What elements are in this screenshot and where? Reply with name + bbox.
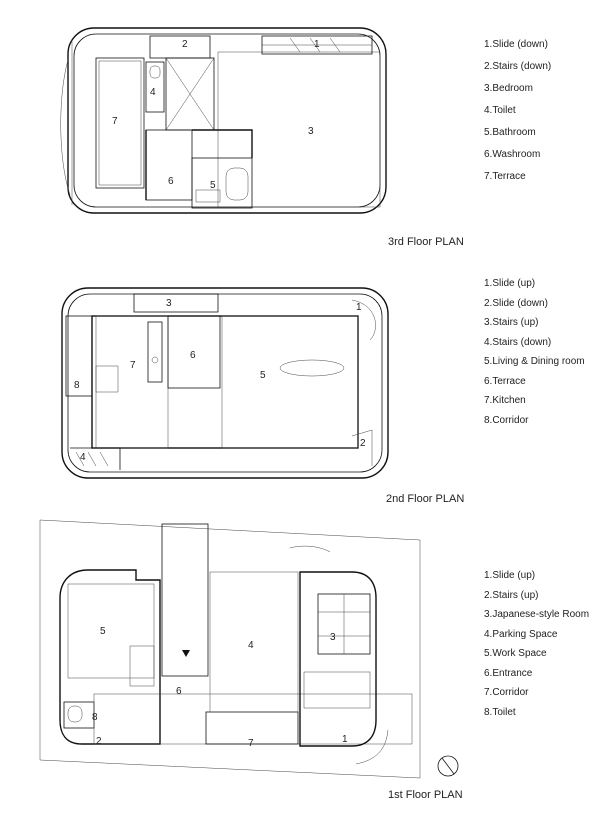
- legend-item: 4.Stairs (down): [484, 336, 552, 348]
- legend-item: 8.Corridor: [484, 414, 529, 426]
- legend-item: 7.Kitchen: [484, 395, 526, 406]
- plan-title-3rd-floor: 3rd Floor PLAN: [388, 236, 464, 248]
- plan2-label-8: 8: [74, 380, 80, 391]
- legend-item: 5.Bathroom: [484, 127, 536, 138]
- legend-item: 4.Parking Space: [484, 628, 558, 640]
- legend-item: 6.Washroom: [484, 149, 541, 160]
- plan2-label-7: 7: [130, 360, 136, 371]
- plan1-label-4: 4: [248, 640, 254, 651]
- legend-2nd-floor: [484, 277, 585, 433]
- legend-item: 1.Slide (down): [484, 39, 548, 50]
- legend-item: 5.Work Space: [484, 648, 547, 659]
- legend-item: 2.Slide (down): [484, 297, 548, 309]
- legend-1st-floor: [484, 569, 589, 725]
- plan1-label-8: 8: [92, 712, 98, 723]
- legend-item: 4.Toilet: [484, 105, 516, 116]
- legend-item: 6.Terrace: [484, 375, 526, 387]
- legend-item: 7.Terrace: [484, 171, 526, 182]
- legend-item: 1.Slide (up): [484, 570, 536, 581]
- plan-3rd-floor: [61, 28, 386, 213]
- plan1-label-7: 7: [248, 738, 254, 749]
- plan-title-2nd-floor: 2nd Floor PLAN: [386, 493, 465, 505]
- plan2-label-1: 1: [356, 302, 362, 313]
- legend-item: 3.Stairs (up): [484, 317, 539, 328]
- plan-2nd-floor: [62, 288, 388, 478]
- plan3-label-3: 3: [308, 126, 314, 137]
- legend-item: 7.Corridor: [484, 687, 529, 698]
- plan3-label-5: 5: [210, 180, 216, 191]
- plan3-label-6: 6: [168, 176, 174, 187]
- plan1-label-1: 1: [342, 734, 348, 745]
- plan2-label-2: 2: [360, 438, 366, 449]
- plan2-label-6: 6: [190, 350, 196, 361]
- legend-item: 1.Slide (up): [484, 278, 536, 289]
- plan3-label-2: 2: [182, 39, 188, 50]
- legend-item: 5.Living & Dining room: [484, 356, 585, 367]
- plan1-label-3: 3: [330, 632, 336, 643]
- legend-item: 2.Stairs (up): [484, 589, 539, 601]
- plan2-label-5: 5: [260, 370, 266, 381]
- legend-item: 3.Bedroom: [484, 83, 533, 94]
- legend-3rd-floor: [484, 38, 551, 192]
- plan3-label-4: 4: [150, 87, 156, 98]
- plan2-label-3: 3: [166, 298, 172, 309]
- plan2-label-4: 4: [80, 452, 86, 463]
- legend-item: 6.Entrance: [484, 667, 533, 679]
- plan-1st-floor: [40, 520, 458, 778]
- plan-title-1st-floor: 1st Floor PLAN: [388, 789, 463, 801]
- legend-item: 2.Stairs (down): [484, 61, 552, 72]
- plan1-label-6: 6: [176, 686, 182, 697]
- legend-item: 3.Japanese-style Room: [484, 609, 590, 620]
- legend-item: 8.Toilet: [484, 706, 516, 718]
- plan1-label-2: 2: [96, 736, 102, 747]
- plan3-label-7: 7: [112, 116, 118, 127]
- plan1-label-5: 5: [100, 626, 106, 637]
- plan3-label-1: 1: [314, 39, 320, 50]
